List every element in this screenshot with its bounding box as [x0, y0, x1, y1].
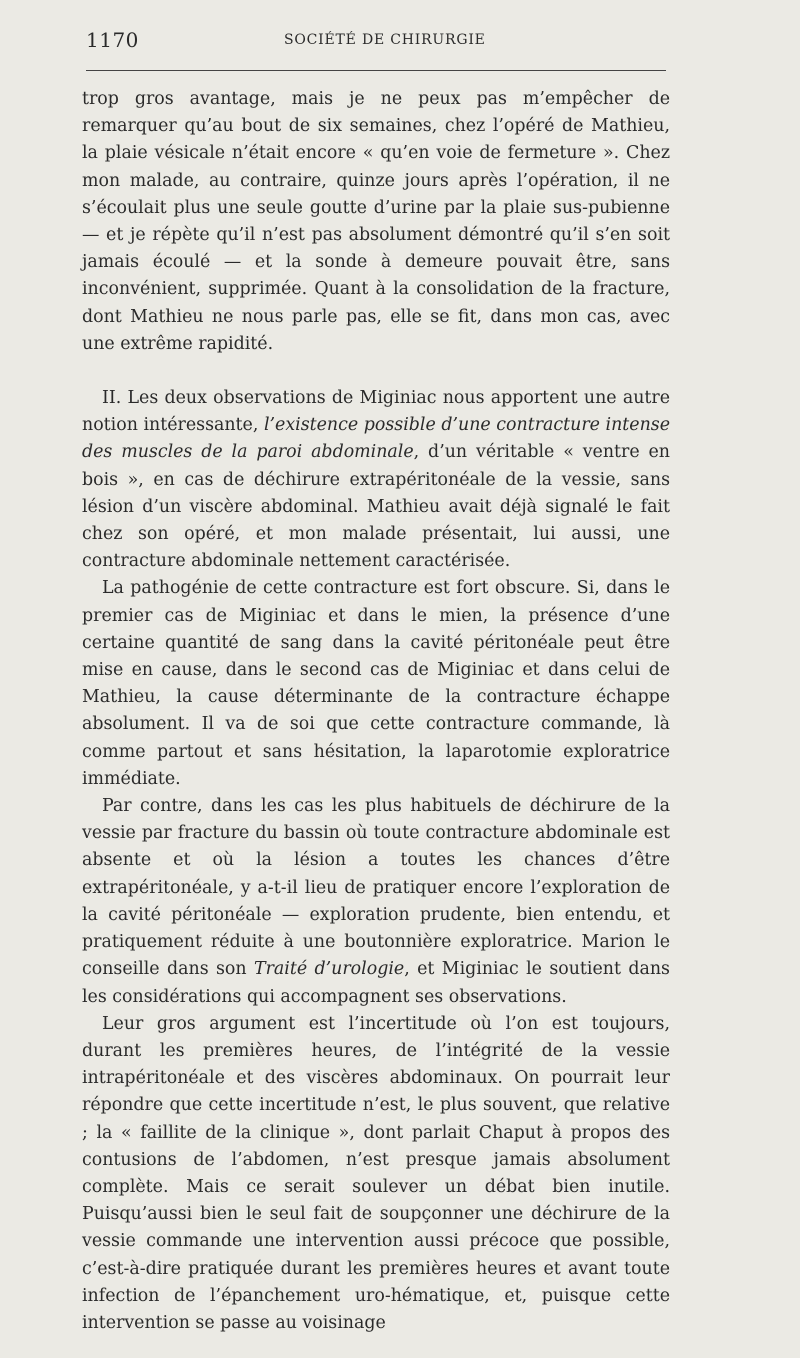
page-number: 1170 — [86, 28, 139, 52]
paragraph-4 — [82, 793, 670, 1011]
paragraph-2-text-a: II. Les deux observations de Miginiac nous apportent une autre notion intéressante, — [82, 388, 670, 436]
paragraph-4-text-a: Par contre, dans les cas les plus habituels de déchirure de la vessie par fracture du bassin où toute contracture abdominale est absente et où la lésion a toutes les chances d’être extrapéritonéale, y a-t-il lieu de pratiquer encore l’exploration de la cavité péritonéale — exploration prudente, bien entendu, et pratiquement réduite à une boutonnière exploratrice. Marion le conseille dans son — [82, 796, 670, 980]
paragraph-2-italic: l’existence possible d’une contracture intense des muscles de la paroi abdominale — [82, 415, 670, 463]
paragraph-4-text-b: , et Miginiac le soutient dans les considérations qui accompagnent ses observations. — [82, 959, 670, 1007]
paragraph-4-italic: Traité d’urologie — [254, 959, 405, 980]
paragraph-1: trop gros avantage, mais je ne peux pas m’empêcher de remarquer qu’au bout de six semaines, chez l’opéré de Mathieu, la plaie vésicale n’était encore « qu’en voie de fermeture ». Chez mon malade, au contraire, quinze jours après l’opération, il ne s’écoulait plus une seule goutte d’urine par la plaie sus-pubienne — et je répète qu’il n’est pas absolument démontré qu’il s’en soit jamais écoulé — et la sonde à demeure pouvait être, sans inconvénient, supprimée. Quant à la consolidation de la fracture, dont Mathieu ne nous parle pas, elle se fit, dans mon cas, avec une extrême rapidité. — [82, 89, 670, 354]
page-header — [86, 24, 666, 58]
paragraph-3: La pathogénie de cette contracture est fort obscure. Si, dans le premier cas de Miginiac et dans le mien, la présence d’une certaine quantité de sang dans la cavité péritonéale peut être mise en cause, dans le second cas de Miginiac et dans celui de Mathieu, la cause déterminante de la contracture échappe absolument. Il va de soi que cette contracture commande, là comme partout et sans hésitation, la laparotomie exploratrice immédiate. — [82, 578, 670, 789]
paragraph-5: Leur gros argument est l’incertitude où l’on est toujours, durant les premières heures, de l’intégrité de la vessie intrapéritonéale et des viscères abdominaux. On pourrait leur répondre que cette incertitude n’est, le plus souvent, que relative ; la « faillite de la clinique », dont parlait Chaput à propos des contusions de l’abdomen, n’est presque jamais absolument complète. Mais ce serait soulever un débat bien inutile. Puisqu’aussi bien le seul fait de soupçonner une déchirure de la vessie commande une intervention aussi précoce que possible, c’est-à-dire pratiquée durant les premières heures et avant toute infection de l’épanchement uro-hématique, et, puisque cette intervention se passe au voisinage — [82, 1013, 670, 1333]
paragraph-2-text-b: , d’un véritable « ventre en bois », en cas de déchirure extrapéritonéale de la vessie, sans lésion d’un viscère abdominal. Mathieu avait déjà signalé le fait chez son opéré, et mon malade présentait, lui aussi, une contracture abdominale nettement caractérisée. — [82, 442, 671, 572]
paragraph-2 — [82, 385, 670, 575]
running-title: SOCIÉTÉ DE CHIRURGIE — [284, 32, 486, 48]
header-rule — [86, 70, 666, 71]
body-text — [82, 86, 670, 1337]
